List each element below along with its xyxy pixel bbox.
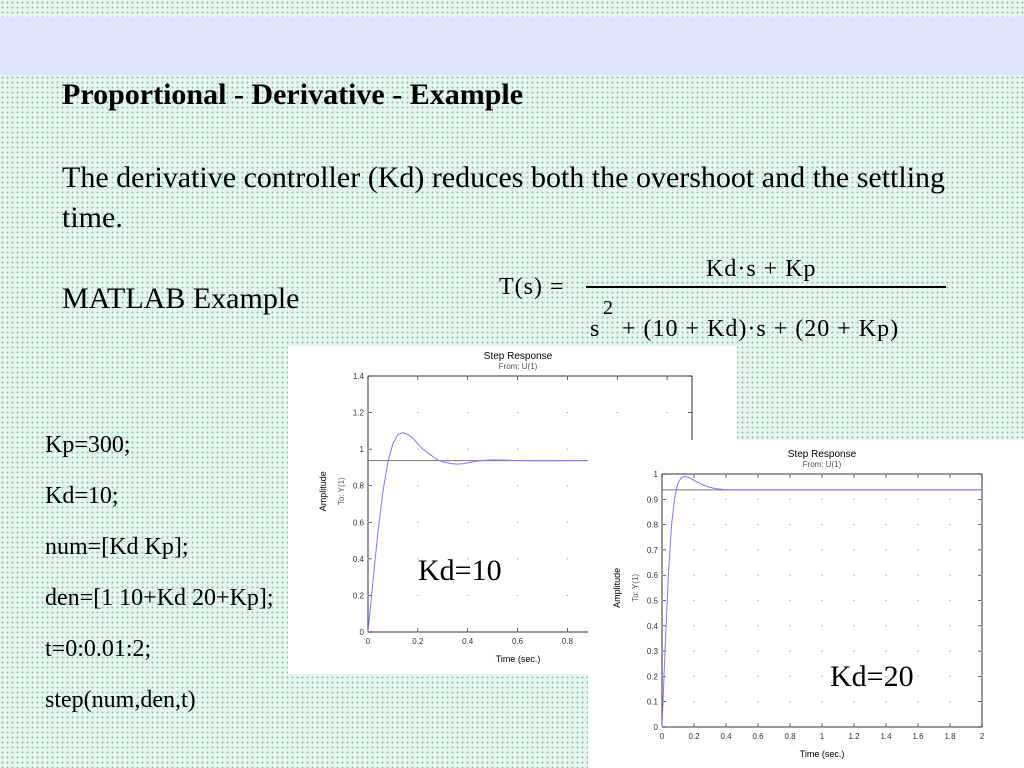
- x-axis-label: Time (sec.): [495, 654, 541, 664]
- grid-dot: [367, 449, 368, 450]
- grid-dot: [853, 524, 854, 525]
- grid-dot: [467, 595, 468, 596]
- y-tick-label-5: 0.5: [646, 596, 658, 606]
- top-band: [0, 17, 1024, 75]
- grid-dot: [517, 595, 518, 596]
- grid-dot: [661, 676, 662, 677]
- grid-dot: [417, 522, 418, 523]
- y-tick-label-5: 1: [359, 445, 364, 455]
- grid-dot: [661, 600, 662, 601]
- grid-dot: [367, 558, 368, 559]
- grid-dot: [853, 499, 854, 500]
- grid-dot: [567, 449, 568, 450]
- grid-dot: [789, 701, 790, 702]
- grid-dot: [917, 701, 918, 702]
- grid-dot: [917, 676, 918, 677]
- grid-dot: [725, 701, 726, 702]
- grid-dot: [949, 701, 950, 702]
- y-axis-label-secondary: To: Y(1): [631, 573, 640, 602]
- grid-dot: [821, 625, 822, 626]
- y-axis-label-secondary: To: Y(1): [337, 477, 346, 506]
- grid-dot: [757, 701, 758, 702]
- grid-dot: [661, 625, 662, 626]
- grid-dot: [757, 524, 758, 525]
- grid-dot: [517, 449, 518, 450]
- chart-title: Step Response: [483, 351, 553, 362]
- x-tick-label-8: 1.6: [912, 732, 924, 741]
- x-tick-label-3: 0.6: [511, 637, 524, 646]
- grid-dot: [821, 600, 822, 601]
- grid-dot: [757, 600, 758, 601]
- x-axis-label: Time (sec.): [799, 749, 845, 759]
- grid-dot: [789, 499, 790, 500]
- grid-dot: [981, 524, 982, 525]
- y-tick-label-3: 0.6: [352, 518, 364, 528]
- grid-dot: [661, 549, 662, 550]
- grid-dot: [949, 524, 950, 525]
- y-tick-label-0: 0: [359, 628, 364, 637]
- grid-dot: [567, 522, 568, 523]
- y-tick-label-3: 0.3: [646, 647, 658, 657]
- y-tick-label-2: 0.4: [352, 554, 364, 564]
- grid-dot: [789, 524, 790, 525]
- grid-dot: [567, 595, 568, 596]
- x-tick-label-2: 0.4: [720, 732, 732, 741]
- grid-dot: [666, 412, 667, 413]
- y-tick-label-10: 1: [653, 470, 658, 479]
- grid-dot: [981, 701, 982, 702]
- grid-dot: [853, 549, 854, 550]
- x-tick-label-4: 0.8: [561, 637, 573, 646]
- equation-lhs: T(s) =: [499, 274, 565, 300]
- x-tick-label-2: 0.4: [462, 637, 474, 646]
- grid-dot: [693, 524, 694, 525]
- equation-denominator-base: s: [590, 316, 601, 342]
- grid-dot: [885, 651, 886, 652]
- grid-dot: [367, 412, 368, 413]
- grid-dot: [417, 412, 418, 413]
- grid-dot: [417, 449, 418, 450]
- grid-dot: [725, 575, 726, 576]
- y-axis-label: Amplitude: [612, 567, 622, 608]
- grid-dot: [725, 549, 726, 550]
- code-line-4: den=[1 10+Kd 20+Kp];: [45, 585, 274, 611]
- grid-dot: [567, 485, 568, 486]
- code-line-3: num=[Kd Kp];: [45, 534, 189, 560]
- grid-dot: [367, 485, 368, 486]
- x-tick-label-3: 0.6: [752, 732, 764, 741]
- x-tick-label-10: 2: [979, 732, 985, 741]
- y-tick-label-2: 0.2: [646, 672, 658, 682]
- grid-dot: [517, 412, 518, 413]
- grid-dot: [661, 524, 662, 525]
- x-tick-label-0: 0: [659, 732, 665, 741]
- y-tick-label-7: 1.4: [352, 372, 364, 381]
- grid-dot: [693, 651, 694, 652]
- grid-dot: [725, 600, 726, 601]
- grid-dot: [853, 575, 854, 576]
- grid-dot: [949, 676, 950, 677]
- x-tick-label-4: 0.8: [784, 732, 796, 741]
- chart-subtitle: From: U(1): [498, 362, 538, 371]
- grid-dot: [661, 651, 662, 652]
- grid-dot: [367, 595, 368, 596]
- grid-dot: [917, 625, 918, 626]
- grid-dot: [725, 499, 726, 500]
- slide-description: The derivative controller (Kd) reduces both the overshoot and the settling time.: [62, 161, 946, 234]
- x-tick-label-9: 1.8: [944, 732, 956, 741]
- grid-dot: [517, 558, 518, 559]
- grid-dot: [693, 600, 694, 601]
- code-line-6: step(num,den,t): [45, 687, 196, 713]
- grid-dot: [725, 625, 726, 626]
- grid-dot: [417, 595, 418, 596]
- y-tick-label-7: 0.7: [646, 545, 658, 555]
- grid-dot: [885, 575, 886, 576]
- grid-dot: [789, 600, 790, 601]
- grid-dot: [821, 499, 822, 500]
- grid-dot: [693, 499, 694, 500]
- grid-dot: [789, 625, 790, 626]
- grid-dot: [725, 676, 726, 677]
- x-tick-label-7: 1.4: [880, 732, 892, 741]
- grid-dot: [981, 600, 982, 601]
- grid-dot: [725, 524, 726, 525]
- step-response-plot-kd20: [588, 440, 1024, 768]
- annotation-kd20: Kd=20: [830, 660, 914, 693]
- grid-dot: [885, 600, 886, 601]
- grid-dot: [617, 412, 618, 413]
- grid-dot: [917, 499, 918, 500]
- grid-dot: [661, 499, 662, 500]
- chart-title: Step Response: [787, 449, 857, 460]
- grid-dot: [949, 625, 950, 626]
- grid-dot: [567, 412, 568, 413]
- grid-dot: [757, 651, 758, 652]
- grid-dot: [981, 625, 982, 626]
- y-tick-label-1: 0.2: [352, 591, 364, 601]
- y-tick-label-4: 0.8: [352, 481, 364, 491]
- grid-dot: [567, 558, 568, 559]
- grid-dot: [789, 575, 790, 576]
- grid-dot: [821, 549, 822, 550]
- grid-dot: [949, 549, 950, 550]
- grid-dot: [885, 625, 886, 626]
- x-tick-label-6: 1.2: [848, 732, 860, 741]
- equation-denominator-exponent: 2: [603, 297, 614, 319]
- grid-dot: [789, 651, 790, 652]
- grid-dot: [467, 412, 468, 413]
- grid-dot: [417, 485, 418, 486]
- grid-dot: [821, 524, 822, 525]
- grid-dot: [693, 575, 694, 576]
- grid-dot: [917, 651, 918, 652]
- x-tick-label-5: 1: [819, 732, 825, 741]
- grid-dot: [981, 549, 982, 550]
- grid-dot: [917, 549, 918, 550]
- grid-dot: [757, 625, 758, 626]
- grid-dot: [757, 499, 758, 500]
- grid-dot: [757, 575, 758, 576]
- grid-dot: [981, 651, 982, 652]
- code-line-2: Kd=10;: [45, 483, 119, 509]
- grid-dot: [367, 522, 368, 523]
- grid-dot: [917, 575, 918, 576]
- y-tick-label-0: 0: [653, 723, 658, 732]
- grid-dot: [885, 549, 886, 550]
- grid-dot: [725, 651, 726, 652]
- grid-dot: [853, 600, 854, 601]
- grid-dot: [853, 651, 854, 652]
- matlab-example-label: MATLAB Example: [62, 282, 300, 315]
- grid-dot: [757, 549, 758, 550]
- grid-dot: [821, 651, 822, 652]
- y-tick-label-4: 0.4: [646, 621, 658, 631]
- code-line-1: Kp=300;: [45, 432, 131, 458]
- grid-dot: [853, 701, 854, 702]
- grid-dot: [917, 600, 918, 601]
- grid-dot: [981, 676, 982, 677]
- grid-dot: [693, 625, 694, 626]
- grid-dot: [661, 701, 662, 702]
- annotation-kd10: Kd=10: [418, 554, 502, 587]
- slide-title: Proportional - Derivative - Example: [62, 78, 524, 111]
- grid-dot: [981, 575, 982, 576]
- grid-dot: [885, 524, 886, 525]
- y-tick-label-1: 0.1: [646, 697, 658, 707]
- grid-dot: [949, 651, 950, 652]
- grid-dot: [949, 600, 950, 601]
- grid-dot: [981, 499, 982, 500]
- grid-dot: [949, 575, 950, 576]
- grid-dot: [517, 485, 518, 486]
- grid-dot: [821, 676, 822, 677]
- y-tick-label-9: 0.9: [646, 495, 658, 505]
- grid-dot: [467, 485, 468, 486]
- series-line-step: [662, 477, 982, 728]
- grid-dot: [917, 524, 918, 525]
- y-tick-label-6: 0.6: [646, 571, 658, 581]
- equation-numerator: Kd·s + Kp: [706, 256, 817, 282]
- grid-dot: [757, 676, 758, 677]
- grid-dot: [693, 701, 694, 702]
- grid-dot: [467, 449, 468, 450]
- grid-dot: [885, 701, 886, 702]
- equation-denominator-rest: + (10 + Kd)·s + (20 + Kp): [622, 316, 900, 342]
- fraction-bar: [586, 286, 946, 288]
- grid-dot: [693, 549, 694, 550]
- grid-dot: [949, 499, 950, 500]
- grid-dot: [693, 676, 694, 677]
- step-response-chart-kd20: [588, 440, 1024, 768]
- grid-dot: [661, 575, 662, 576]
- grid-dot: [853, 625, 854, 626]
- x-tick-label-0: 0: [365, 637, 371, 646]
- grid-dot: [517, 522, 518, 523]
- chart-subtitle: From: U(1): [802, 460, 842, 469]
- grid-dot: [789, 676, 790, 677]
- x-tick-label-1: 0.2: [688, 732, 700, 741]
- y-tick-label-6: 1.2: [352, 408, 364, 418]
- grid-dot: [821, 701, 822, 702]
- code-line-5: t=0:0.01:2;: [45, 636, 152, 662]
- y-tick-label-8: 0.8: [646, 520, 658, 530]
- y-axis-label: Amplitude: [318, 471, 328, 512]
- x-tick-label-1: 0.2: [412, 637, 424, 646]
- grid-dot: [467, 522, 468, 523]
- grid-dot: [885, 499, 886, 500]
- grid-dot: [789, 549, 790, 550]
- grid-dot: [821, 575, 822, 576]
